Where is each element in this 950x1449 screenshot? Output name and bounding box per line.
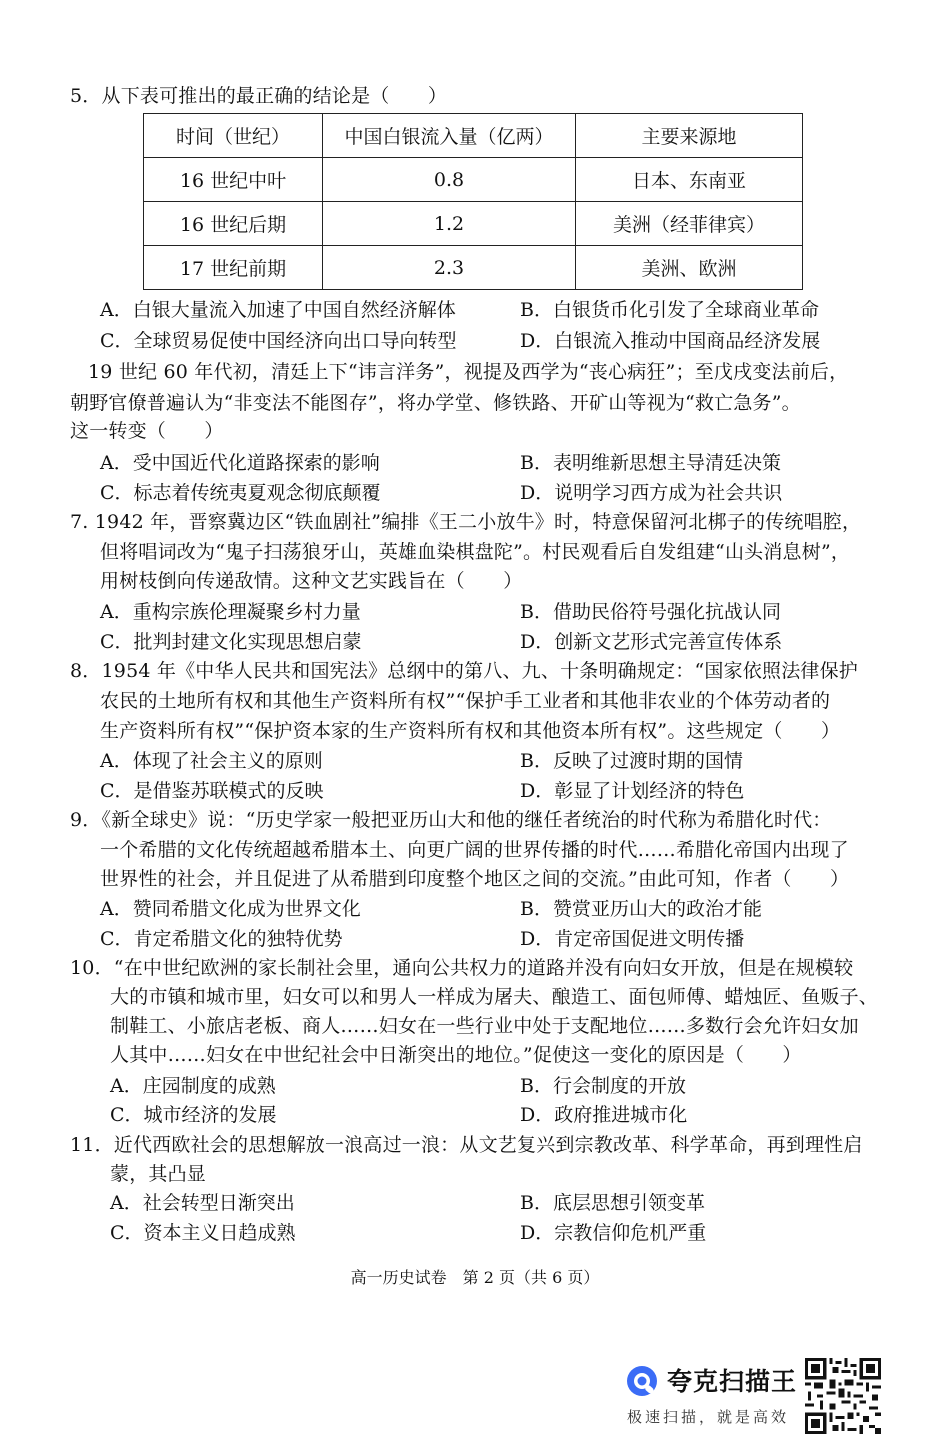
q7-stem-line-1: 7. 1942 年，晋察冀边区“铁血剧社”编排《王二小放牛》时，特意保留河北梆子的传统唱腔， bbox=[70, 511, 862, 533]
q11-stem-line-1: 11．近代西欧社会的思想解放一浪高过一浪：从文艺复兴到宗教改革、科学革命，再到理性启 bbox=[70, 1134, 863, 1156]
brand-slogan: 极速扫描，就是高效 bbox=[627, 1408, 790, 1426]
q7-option-d: D．创新文艺形式完善宣传体系 bbox=[520, 631, 783, 653]
q8-option-a: A．体现了社会主义的原则 bbox=[100, 750, 323, 772]
table-header-cell: 主要来源地 bbox=[576, 114, 803, 158]
q6-stem-line-1: 19 世纪 60 年代初，清廷上下“讳言洋务”，视提及西学为“丧心病狂”；至戊戌变法前后， bbox=[88, 361, 849, 383]
q11-option-d: D．宗教信仰危机严重 bbox=[520, 1222, 707, 1244]
brand-name: 夸克扫描王 bbox=[667, 1367, 798, 1396]
table-row bbox=[144, 202, 803, 246]
scanner-watermark bbox=[625, 1360, 805, 1440]
silver-inflow-table bbox=[143, 113, 803, 290]
q10-stem-line-3: 制鞋工、小旅店老板、商人……妇女在一些行业中处于支配地位……多数行会允许妇女加 bbox=[110, 1015, 859, 1037]
table-row bbox=[144, 246, 803, 290]
q6-option-c: C．标志着传统夷夏观念彻底颠覆 bbox=[100, 482, 381, 504]
table-header-row bbox=[144, 114, 803, 158]
q7-stem-line-2: 但将唱词改为“鬼子扫荡狼牙山，英雄血染棋盘陀”。村民观看后自发组建“山头消息树”， bbox=[100, 541, 851, 563]
table-cell: 美洲、欧洲 bbox=[576, 246, 803, 290]
q10-option-c: C．城市经济的发展 bbox=[110, 1104, 277, 1126]
q8-stem-line-3: 生产资料所有权”“保护资本家的生产资料所有权和其他资本所有权”。这些规定（ ） bbox=[100, 720, 841, 742]
q5-option-a: A．白银大量流入加速了中国自然经济解体 bbox=[100, 299, 456, 321]
q10-stem-line-1: 10．“在中世纪欧洲的家长制社会里，通向公共权力的道路并没有向妇女开放，但是在规模较 bbox=[70, 957, 854, 979]
q6-stem-line-3: 这一转变（ ） bbox=[70, 420, 224, 442]
q10-option-d: D．政府推进城市化 bbox=[520, 1104, 688, 1126]
table-cell: 日本、东南亚 bbox=[576, 158, 803, 202]
q11-option-c: C．资本主义日趋成熟 bbox=[110, 1222, 296, 1244]
table-cell: 17 世纪前期 bbox=[144, 246, 323, 290]
page-footer: 高一历史试卷 第 2 页（共 6 页） bbox=[350, 1268, 600, 1287]
q6-option-b: B．表明维新思想主导清廷决策 bbox=[520, 452, 781, 474]
table-row bbox=[144, 158, 803, 202]
q7-option-b: B．借助民俗符号强化抗战认同 bbox=[520, 601, 781, 623]
table-cell: 1.2 bbox=[323, 202, 576, 246]
q9-option-b: B．赞赏亚历山大的政治才能 bbox=[520, 898, 762, 920]
q6-option-a: A．受中国近代化道路探索的影响 bbox=[100, 452, 380, 474]
table-header-cell: 中国白银流入量（亿两） bbox=[323, 114, 576, 158]
table-cell: 0.8 bbox=[323, 158, 576, 202]
q6-option-d: D．说明学习西方成为社会共识 bbox=[520, 482, 783, 504]
q10-option-b: B．行会制度的开放 bbox=[520, 1075, 686, 1097]
q8-stem-line-1: 8．1954 年《中华人民共和国宪法》总纲中的第八、九、十条明确规定：“国家依照法律保护 bbox=[70, 660, 858, 682]
q9-stem-line-2: 一个希腊的文化传统超越希腊本土、向更广阔的世界传播的时代……希腊化帝国内出现了 bbox=[100, 839, 849, 861]
q7-option-c: C．批判封建文化实现思想启蒙 bbox=[100, 631, 362, 653]
table-cell: 美洲（经菲律宾） bbox=[576, 202, 803, 246]
q9-option-a: A．赞同希腊文化成为世界文化 bbox=[100, 898, 361, 920]
table-cell: 2.3 bbox=[323, 246, 576, 290]
qr-code-icon bbox=[805, 1358, 881, 1434]
q9-stem-line-1: 9．《新全球史》说：“历史学家一般把亚历山大和他的继任者统治的时代称为希腊化时代： bbox=[70, 809, 832, 831]
table-cell: 16 世纪中叶 bbox=[144, 158, 323, 202]
q10-option-a: A．庄园制度的成熟 bbox=[110, 1075, 276, 1097]
q6-stem-line-2: 朝野官僚普遍认为“非变法不能图存”，将办学堂、修铁路、开矿山等视为“救亡急务”。 bbox=[70, 392, 801, 414]
q11-stem-line-2: 蒙，其凸显 bbox=[110, 1163, 207, 1185]
q5-option-c: C．全球贸易促使中国经济向出口导向转型 bbox=[100, 330, 457, 352]
q5-option-d: D．白银流入推动中国商品经济发展 bbox=[520, 330, 821, 352]
q8-option-c: C．是借鉴苏联模式的反映 bbox=[100, 780, 324, 802]
q5-option-b: B．白银货币化引发了全球商业革命 bbox=[520, 299, 819, 321]
q11-option-a: A．社会转型日渐突出 bbox=[110, 1192, 295, 1214]
q7-stem-line-3: 用树枝倒向传递敌情。这种文艺实践旨在（ ） bbox=[100, 570, 523, 592]
q10-stem-line-4: 人其中……妇女在中世纪社会中日渐突出的地位。”促使这一变化的原因是（ ） bbox=[110, 1044, 802, 1066]
q9-option-c: C．肯定希腊文化的独特优势 bbox=[100, 928, 343, 950]
q8-option-b: B．反映了过渡时期的国情 bbox=[520, 750, 743, 772]
table-header-cell: 时间（世纪） bbox=[144, 114, 323, 158]
q7-option-a: A．重构宗族伦理凝聚乡村力量 bbox=[100, 601, 361, 623]
q10-stem-line-2: 大的市镇和城市里，妇女可以和男人一样成为屠夫、酿造工、面包师傅、蜡烛匠、鱼贩子、 bbox=[110, 986, 879, 1008]
q11-option-b: B．底层思想引领变革 bbox=[520, 1192, 705, 1214]
q8-stem-line-2: 农民的土地所有权和其他生产资料所有权”“保护手工业者和其他非农业的个体劳动者的 bbox=[100, 690, 831, 712]
q9-stem-line-3: 世界性的社会，并且促进了从希腊到印度整个地区之间的交流。”由此可知，作者（ ） bbox=[100, 868, 850, 890]
quark-logo-icon bbox=[625, 1364, 659, 1398]
q9-option-d: D．肯定帝国促进文明传播 bbox=[520, 928, 745, 950]
table-cell: 16 世纪后期 bbox=[144, 202, 323, 246]
q5-stem: 5．从下表可推出的最正确的结论是（ ） bbox=[70, 85, 448, 107]
q8-option-d: D．彰显了计划经济的特色 bbox=[520, 780, 745, 802]
